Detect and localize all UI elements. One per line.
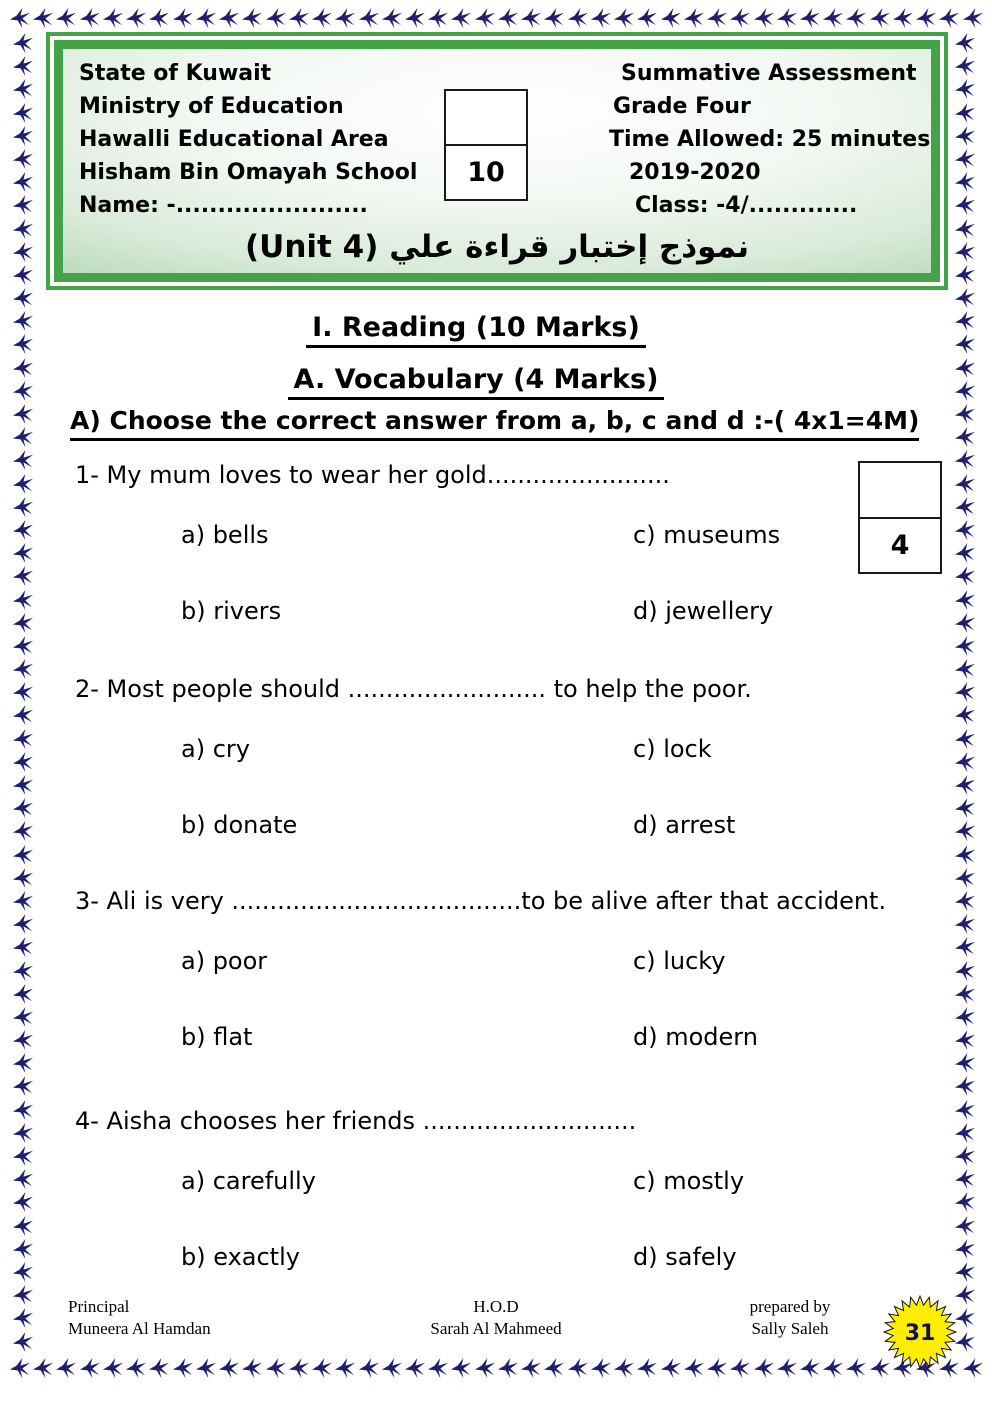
bird-icon (171, 7, 194, 30)
bird-icon (953, 913, 976, 936)
option-c: c) lucky (633, 947, 726, 975)
bird-icon (891, 7, 914, 30)
option-a: a) poor (181, 947, 268, 975)
footer-role: Principal (68, 1297, 130, 1316)
bird-icon (914, 7, 937, 30)
footer-name: Sally Saleh (751, 1319, 829, 1338)
bird-icon (953, 333, 976, 356)
border-right-bird-pattern (953, 32, 979, 1354)
bird-icon (728, 1357, 751, 1380)
total-marks-empty-cell (446, 91, 526, 146)
option-c: c) lock (633, 735, 712, 763)
bird-icon (11, 542, 34, 565)
bird-icon (8, 1357, 31, 1380)
bird-icon (953, 1191, 976, 1214)
bird-icon (11, 1099, 34, 1122)
bird-icon (11, 519, 34, 542)
bird-icon (11, 171, 34, 194)
bird-icon (612, 7, 635, 30)
bird-icon (310, 7, 333, 30)
bird-icon (11, 1122, 34, 1145)
bird-icon (953, 774, 976, 797)
bird-icon (101, 7, 124, 30)
bird-icon (11, 449, 34, 472)
bird-icon (775, 7, 798, 30)
bird-icon (953, 658, 976, 681)
question-2 (75, 672, 922, 842)
footer-name: Muneera Al Hamdan (68, 1319, 211, 1338)
bird-icon (194, 1357, 217, 1380)
bird-icon (868, 7, 891, 30)
bird-icon (11, 751, 34, 774)
bird-icon (11, 612, 34, 635)
bird-icon (11, 426, 34, 449)
bird-icon (798, 7, 821, 30)
footer-role: prepared by (749, 1297, 831, 1316)
bird-icon (11, 774, 34, 797)
bird-icon (473, 1357, 496, 1380)
bird-icon (844, 7, 867, 30)
reading-section-heading (0, 312, 952, 348)
bird-icon (953, 542, 976, 565)
bird-icon (953, 589, 976, 612)
bird-icon (333, 1357, 356, 1380)
school-info (79, 57, 417, 222)
bird-icon (11, 496, 34, 519)
bird-icon (11, 820, 34, 843)
bird-icon (11, 960, 34, 983)
school-line: Hisham Bin Omayah School (79, 160, 418, 185)
question-text: 1- My mum loves to wear her gold........................ (75, 461, 670, 489)
bird-icon (659, 7, 682, 30)
bird-icon (705, 7, 728, 30)
exam-info-line: Time Allowed: 25 minutes (609, 127, 931, 152)
bird-icon (953, 1238, 976, 1261)
bird-icon (11, 844, 34, 867)
bird-icon (519, 7, 542, 30)
border-left-bird-pattern (11, 32, 37, 1354)
bird-icon (953, 241, 976, 264)
bird-icon (953, 519, 976, 542)
bird-icon (953, 890, 976, 913)
option-b: b) exactly (181, 1243, 300, 1271)
bird-icon (11, 1307, 34, 1330)
bird-icon (566, 7, 589, 30)
bird-icon (11, 913, 34, 936)
bird-icon (953, 844, 976, 867)
bird-icon (961, 1357, 984, 1380)
bird-icon (11, 728, 34, 751)
bird-icon (775, 1357, 798, 1380)
bird-icon (953, 635, 976, 658)
question-text: 2- Most people should .......................... to help the poor. (75, 675, 752, 703)
bird-icon (659, 1357, 682, 1380)
bird-icon (953, 1099, 976, 1122)
bird-icon (953, 449, 976, 472)
option-b: b) flat (181, 1023, 253, 1051)
bird-icon (953, 1215, 976, 1238)
bird-icon (953, 1029, 976, 1052)
bird-icon (31, 1357, 54, 1380)
bird-icon (11, 797, 34, 820)
vocabulary-marks-value: 4 (890, 529, 910, 561)
bird-icon (78, 7, 101, 30)
class-blank-line: Class: -4/............. (635, 193, 858, 218)
bird-icon (953, 496, 976, 519)
bird-icon (11, 1215, 34, 1238)
bird-icon (682, 7, 705, 30)
bird-icon (217, 1357, 240, 1380)
bird-icon (11, 78, 34, 101)
bird-icon (11, 1006, 34, 1029)
bird-icon (542, 1357, 565, 1380)
starburst-page-badge-icon (883, 1295, 957, 1369)
option-b: b) rivers (181, 597, 282, 625)
bird-icon (11, 403, 34, 426)
bird-icon (264, 7, 287, 30)
bird-icon (54, 1357, 77, 1380)
option-c: c) museums (633, 521, 781, 549)
bird-icon (635, 1357, 658, 1380)
bird-icon (54, 7, 77, 30)
name-blank-line: Name: -....................... (79, 193, 368, 218)
total-marks-value: 10 (467, 157, 505, 188)
bird-icon (589, 7, 612, 30)
bird-icon (953, 102, 976, 125)
bird-icon (11, 1191, 34, 1214)
bird-icon (953, 380, 976, 403)
bird-icon (11, 1284, 34, 1307)
bird-icon (953, 728, 976, 751)
bird-icon (798, 1357, 821, 1380)
total-marks-box (444, 89, 528, 201)
option-a: a) carefully (181, 1167, 316, 1195)
bird-icon (11, 635, 34, 658)
bird-icon (705, 1357, 728, 1380)
question-3 (75, 884, 922, 1054)
bird-icon (953, 936, 976, 959)
bird-icon (8, 7, 31, 30)
school-line: Hawalli Educational Area (79, 127, 389, 152)
bird-icon (953, 287, 976, 310)
bird-icon (953, 797, 976, 820)
bird-icon (11, 241, 34, 264)
bird-icon (380, 7, 403, 30)
bird-icon (240, 7, 263, 30)
bird-icon (11, 287, 34, 310)
bird-icon (11, 1029, 34, 1052)
exam-info (609, 57, 930, 222)
page-number: 31 (904, 1321, 936, 1346)
question-text: 4- Aisha chooses her friends ............................ (75, 1107, 637, 1135)
footer-role: H.O.D (473, 1297, 519, 1316)
bird-icon (11, 310, 34, 333)
bird-icon (147, 1357, 170, 1380)
bird-icon (11, 589, 34, 612)
bird-icon (953, 55, 976, 78)
bird-icon (11, 264, 34, 287)
question-text: 3- Ali is very ......................................to be alive after that accident. (75, 887, 887, 915)
reading-section-title: I. Reading (10 Marks) (306, 312, 646, 348)
bird-icon (953, 1168, 976, 1191)
bird-icon (953, 473, 976, 496)
question-4 (75, 1104, 922, 1274)
bird-icon (519, 1357, 542, 1380)
bird-icon (11, 55, 34, 78)
bird-icon (11, 704, 34, 727)
bird-icon (728, 7, 751, 30)
bird-icon (961, 7, 984, 30)
bird-icon (11, 32, 34, 55)
bird-icon (953, 1052, 976, 1075)
bird-icon (11, 1331, 34, 1354)
bird-icon (449, 1357, 472, 1380)
bird-icon (953, 867, 976, 890)
bird-icon (11, 681, 34, 704)
bird-icon (11, 102, 34, 125)
bird-icon (844, 1357, 867, 1380)
option-c: c) mostly (633, 1167, 745, 1195)
bird-icon (953, 426, 976, 449)
bird-icon (11, 357, 34, 380)
bird-icon (310, 1357, 333, 1380)
question-options (181, 1164, 922, 1274)
bird-icon (953, 1075, 976, 1098)
instruction-text: A) Choose the correct answer from a, b, c and d :-( 4x1=4M) (70, 406, 919, 441)
bird-icon (171, 1357, 194, 1380)
bird-icon (682, 1357, 705, 1380)
vocabulary-section-title: A. Vocabulary (4 Marks) (288, 364, 665, 400)
bird-icon (953, 357, 976, 380)
bird-icon (953, 1145, 976, 1168)
bird-icon (937, 7, 960, 30)
bird-icon (403, 1357, 426, 1380)
bird-icon (953, 125, 976, 148)
bird-icon (11, 867, 34, 890)
border-top-bird-pattern (8, 7, 984, 33)
bird-icon (11, 658, 34, 681)
bird-icon (11, 473, 34, 496)
exam-info-line: Grade Four (613, 94, 751, 119)
exam-info-line: 2019-2020 (629, 160, 761, 185)
bird-icon (953, 565, 976, 588)
school-line: Ministry of Education (79, 94, 344, 119)
bird-icon (953, 681, 976, 704)
bird-icon (380, 1357, 403, 1380)
bird-icon (449, 7, 472, 30)
footer-prepared-by (705, 1296, 875, 1340)
bird-icon (426, 7, 449, 30)
instruction-line (70, 406, 919, 441)
bird-icon (287, 7, 310, 30)
border-bottom-bird-pattern (8, 1357, 984, 1383)
bird-icon (953, 751, 976, 774)
option-b: b) donate (181, 811, 298, 839)
bird-icon (635, 7, 658, 30)
exam-info-line: Summative Assessment (621, 61, 917, 86)
bird-icon (11, 1052, 34, 1075)
header-box (46, 32, 948, 290)
bird-icon (953, 264, 976, 287)
bird-icon (11, 983, 34, 1006)
school-line: State of Kuwait (79, 61, 272, 86)
bird-icon (953, 612, 976, 635)
bird-icon (11, 333, 34, 356)
bird-icon (264, 1357, 287, 1380)
bird-icon (953, 1006, 976, 1029)
bird-icon (953, 194, 976, 217)
bird-icon (101, 1357, 124, 1380)
bird-icon (11, 148, 34, 171)
bird-icon (31, 7, 54, 30)
bird-icon (752, 7, 775, 30)
bird-icon (240, 1357, 263, 1380)
header-box-inner (54, 40, 940, 282)
bird-icon (11, 1238, 34, 1261)
footer-name: Sarah Al Mahmeed (430, 1319, 562, 1338)
bird-icon (589, 1357, 612, 1380)
bird-icon (953, 403, 976, 426)
vocabulary-section-heading (0, 364, 952, 400)
bird-icon (11, 1145, 34, 1168)
bird-icon (953, 1122, 976, 1145)
bird-icon (953, 171, 976, 194)
bird-icon (752, 1357, 775, 1380)
option-d: d) jewellery (633, 597, 774, 625)
bird-icon (953, 960, 976, 983)
arabic-exam-title: نموذج إختبار قراءة علي (Unit 4) (245, 229, 749, 265)
bird-icon (11, 380, 34, 403)
bird-icon (953, 310, 976, 333)
bird-icon (953, 704, 976, 727)
question-options (181, 732, 922, 842)
bird-icon (496, 7, 519, 30)
bird-icon (11, 194, 34, 217)
bird-icon (11, 890, 34, 913)
bird-icon (821, 1357, 844, 1380)
bird-icon (953, 218, 976, 241)
bird-icon (287, 1357, 310, 1380)
bird-icon (953, 983, 976, 1006)
option-a: a) cry (181, 735, 250, 763)
bird-icon (953, 820, 976, 843)
bird-icon (11, 125, 34, 148)
bird-icon (953, 1261, 976, 1284)
bird-icon (333, 7, 356, 30)
option-d: d) arrest (633, 811, 736, 839)
bird-icon (11, 565, 34, 588)
bird-icon (11, 936, 34, 959)
question-options (181, 518, 922, 628)
bird-icon (147, 7, 170, 30)
bird-icon (566, 1357, 589, 1380)
bird-icon (953, 148, 976, 171)
bird-icon (217, 7, 240, 30)
bird-icon (953, 32, 976, 55)
bird-icon (821, 7, 844, 30)
option-d: d) safely (633, 1243, 737, 1271)
bird-icon (357, 7, 380, 30)
bird-icon (542, 7, 565, 30)
question-1 (75, 458, 922, 628)
question-options (181, 944, 922, 1054)
bird-icon (11, 1075, 34, 1098)
bird-icon (953, 78, 976, 101)
option-d: d) modern (633, 1023, 758, 1051)
bird-icon (612, 1357, 635, 1380)
bird-icon (78, 1357, 101, 1380)
bird-icon (403, 7, 426, 30)
bird-icon (194, 7, 217, 30)
bird-icon (11, 218, 34, 241)
bird-icon (124, 1357, 147, 1380)
bird-icon (426, 1357, 449, 1380)
option-a: a) bells (181, 521, 269, 549)
bird-icon (124, 7, 147, 30)
bird-icon (473, 7, 496, 30)
bird-icon (11, 1261, 34, 1284)
bird-icon (496, 1357, 519, 1380)
bird-icon (357, 1357, 380, 1380)
bird-icon (11, 1168, 34, 1191)
